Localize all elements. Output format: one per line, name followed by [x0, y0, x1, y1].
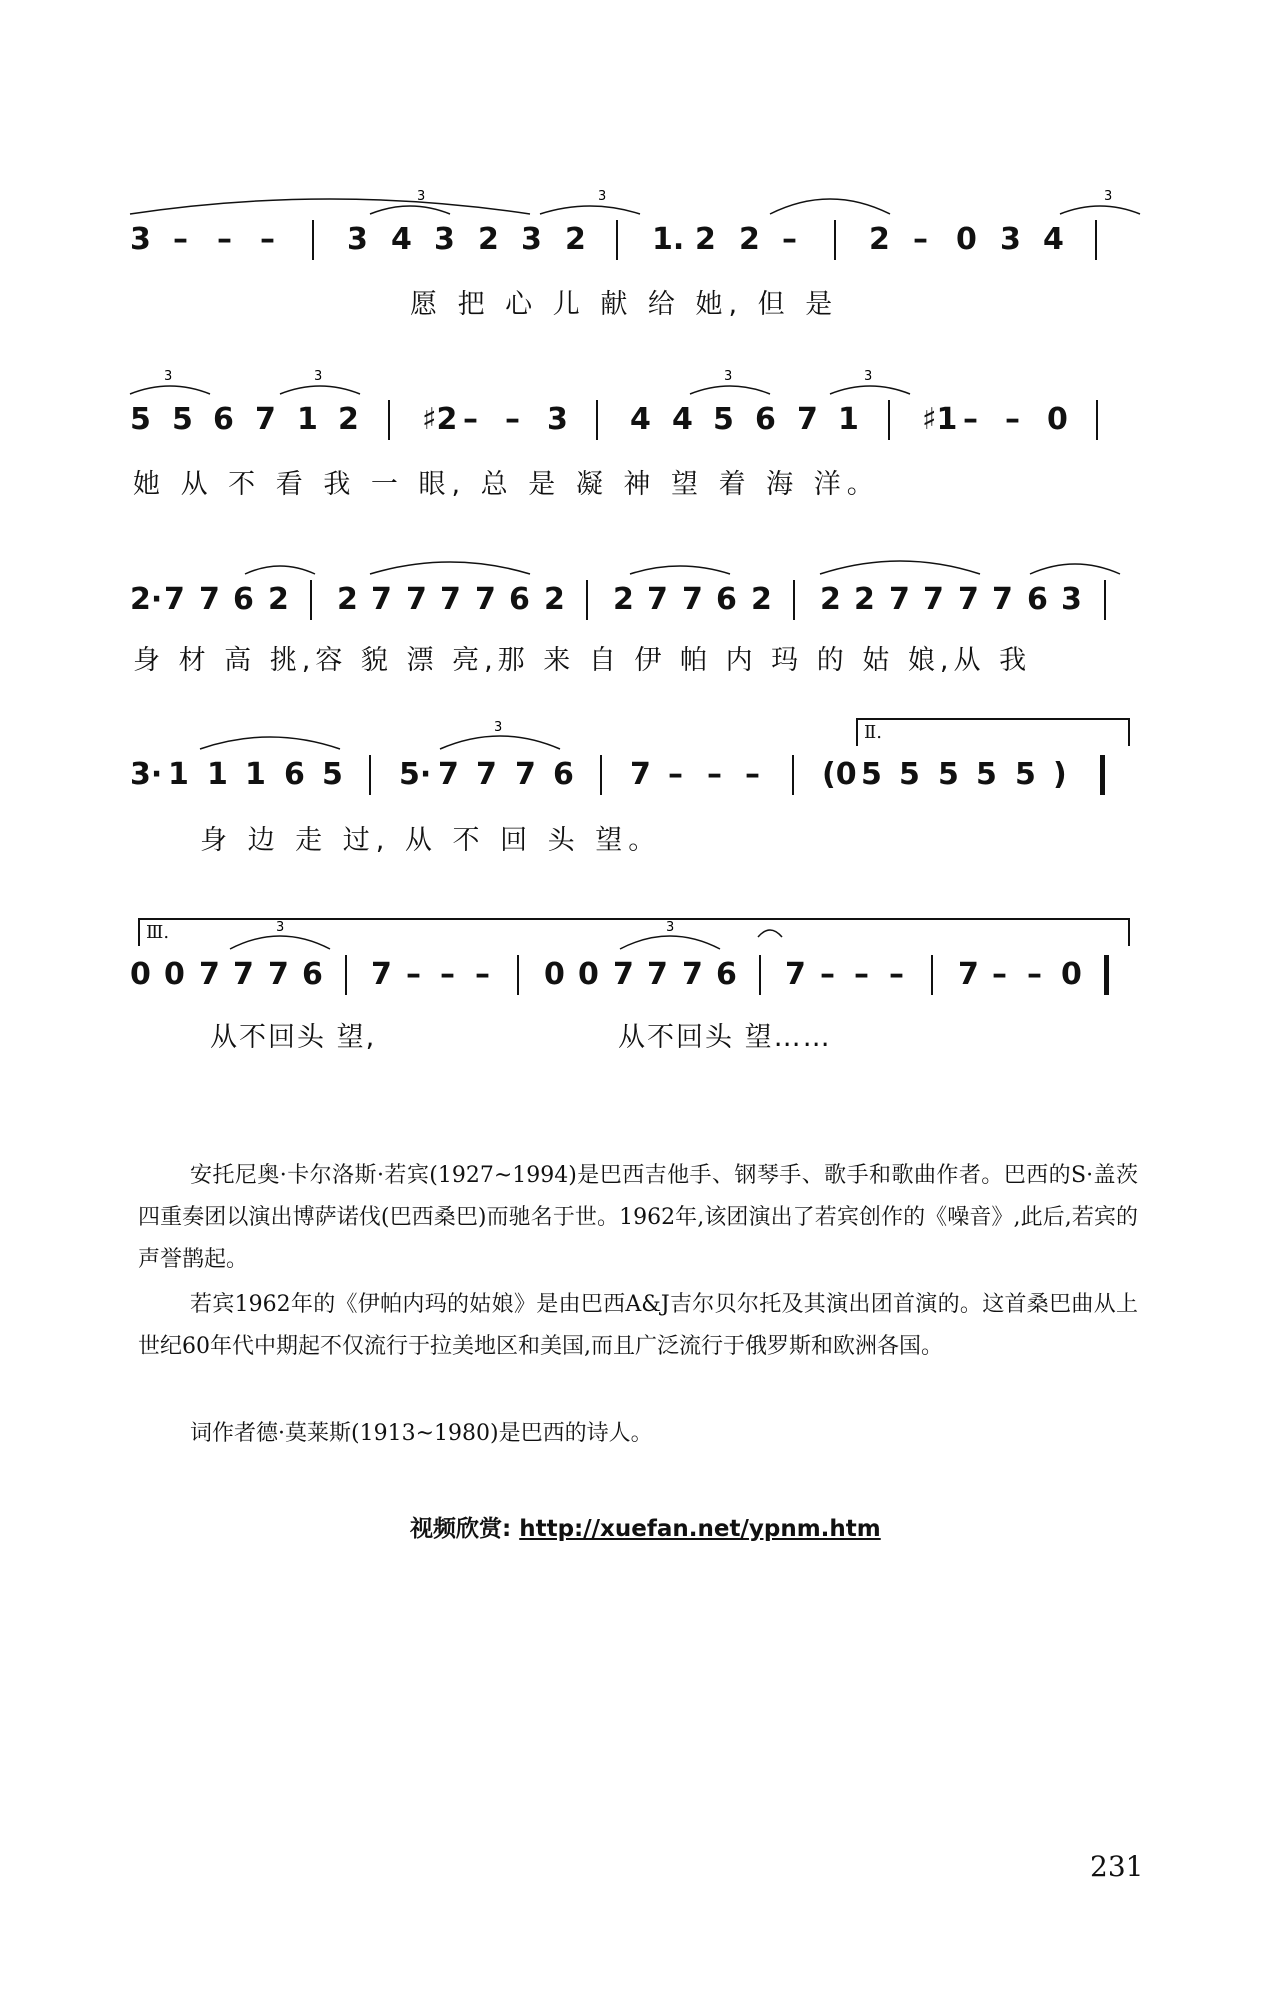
barline [1100, 755, 1105, 795]
note: – [963, 402, 978, 437]
slur-arcs [130, 544, 1140, 584]
notes-row [130, 955, 1140, 995]
lyrics-line-4: 身 边 走 过, 从 不 回 头 望。 [200, 825, 662, 856]
note: 7 [233, 957, 254, 992]
note: 2 [854, 582, 875, 617]
notes-row [130, 580, 1140, 620]
note: 3 [130, 222, 151, 257]
note: ♯2 [422, 402, 458, 437]
lyrics-line-5b: 从不回头 望…… [618, 1022, 832, 1053]
note: 6 [233, 582, 254, 617]
barline [616, 220, 618, 260]
note: 7 [889, 582, 910, 617]
note: 3 [1000, 222, 1021, 257]
paragraph-1: 安托尼奥·卡尔洛斯·若宾(1927~1994)是巴西吉他手、钢琴手、歌手和歌曲作者。巴西的S·盖茨四重奏团以演出博萨诺伐(巴西桑巴)而驰名于世。1962年,该团演出了若宾创作的《噪音》,此后,若宾的声誉鹊起。 [138, 1163, 1138, 1272]
barline [369, 755, 371, 795]
notes-row [130, 400, 1140, 440]
note: 3 [347, 222, 368, 257]
note: 6 [509, 582, 530, 617]
note: 7 [475, 582, 496, 617]
note: 4 [630, 402, 651, 437]
note: 7 [199, 957, 220, 992]
barline [312, 220, 314, 260]
note: 7 [958, 582, 979, 617]
note: (0 [822, 757, 857, 792]
note: 7 [785, 957, 806, 992]
note: 6 [302, 957, 323, 992]
volta-label: Ⅲ. [146, 922, 170, 943]
note: 7 [923, 582, 944, 617]
note: 1 [297, 402, 318, 437]
note: – [889, 957, 904, 992]
lyrics-line-3: 身 材 高 挑,容 貌 漂 亮,那 来 自 伊 帕 内 玛 的 姑 娘,从 我 [133, 645, 1032, 676]
barline [310, 580, 312, 620]
note: 6 [716, 582, 737, 617]
note: 2 [739, 222, 760, 257]
note: 6 [1027, 582, 1048, 617]
barline [596, 400, 598, 440]
note: – [173, 222, 188, 257]
note: 2 [337, 582, 358, 617]
score-line-2 [130, 369, 1140, 440]
slur-arcs [130, 919, 1140, 959]
note: 0 [578, 957, 599, 992]
note: 1 [245, 757, 266, 792]
note: 5 [172, 402, 193, 437]
barline [586, 580, 588, 620]
note: 2 [338, 402, 359, 437]
svg-text:3: 3 [276, 920, 285, 935]
note: 1 [838, 402, 859, 437]
barline [517, 955, 519, 995]
note: 2 [565, 222, 586, 257]
barline [834, 220, 836, 260]
note: 5 [713, 402, 734, 437]
note: 0 [544, 957, 565, 992]
note: – [475, 957, 490, 992]
notes-row [130, 220, 1140, 260]
note: 6 [284, 757, 305, 792]
slur-arcs [130, 719, 1140, 759]
note: 2· [130, 582, 163, 617]
note: 7 [630, 757, 651, 792]
note: 3 [1061, 582, 1082, 617]
note: 7 [958, 957, 979, 992]
video-link[interactable]: http://xuefan.net/ypnm.htm [519, 1516, 881, 1542]
barline [388, 400, 390, 440]
note: 3 [434, 222, 455, 257]
note: 1 [207, 757, 228, 792]
barline [1096, 400, 1098, 440]
note: 7 [797, 402, 818, 437]
note: ♯1 [922, 402, 958, 437]
note: – [913, 222, 928, 257]
note: 2 [695, 222, 716, 257]
note: – [440, 957, 455, 992]
barline [759, 955, 761, 995]
note: – [1005, 402, 1020, 437]
note: – [1027, 957, 1042, 992]
video-line [410, 1510, 881, 1543]
note: 5 [899, 757, 920, 792]
note: 7 [647, 957, 668, 992]
note: 7 [647, 582, 668, 617]
barline [345, 955, 347, 995]
note: – [782, 222, 797, 257]
svg-text:3: 3 [598, 189, 607, 204]
note: 2 [478, 222, 499, 257]
note: 7 [164, 582, 185, 617]
note: – [505, 402, 520, 437]
score-line-1 [130, 189, 1140, 260]
lyrics-line-5a: 从不回头 望, [210, 1022, 377, 1053]
note: 7 [255, 402, 276, 437]
notes-row [130, 755, 1140, 795]
note: – [992, 957, 1007, 992]
note: 7 [992, 582, 1013, 617]
note: 7 [476, 757, 497, 792]
note: 0 [1047, 402, 1068, 437]
barline [888, 400, 890, 440]
svg-text:3: 3 [417, 189, 426, 204]
note: 7 [406, 582, 427, 617]
svg-text:3: 3 [864, 369, 873, 384]
paragraph-3: 词作者德·莫莱斯(1913~1980)是巴西的诗人。 [190, 1421, 653, 1446]
note: 4 [391, 222, 412, 257]
note: 7 [371, 582, 392, 617]
note: 0 [164, 957, 185, 992]
paragraph-2: 若宾1962年的《伊帕内玛的姑娘》是由巴西A&J吉尔贝尔托及其演出团首演的。这首桑巴曲从上世纪60年代中期起不仅流行于拉美地区和美国,而且广泛流行于俄罗斯和欧洲各国。 [138, 1292, 1138, 1359]
svg-text:3: 3 [314, 369, 323, 384]
note: 6 [213, 402, 234, 437]
note: 7 [682, 582, 703, 617]
slur-arcs [130, 184, 1140, 224]
page-number: 231 [1090, 1850, 1144, 1883]
note: – [668, 757, 683, 792]
svg-text:3: 3 [666, 920, 675, 935]
note: 5 [130, 402, 151, 437]
note: – [745, 757, 760, 792]
note: 3 [547, 402, 568, 437]
note: 0 [130, 957, 151, 992]
note: – [463, 402, 478, 437]
svg-text:3: 3 [494, 720, 503, 735]
note: 2 [268, 582, 289, 617]
note: 2 [869, 222, 890, 257]
barline [792, 755, 794, 795]
note: 0 [1061, 957, 1082, 992]
lyrics-line-2: 她 从 不 看 我 一 眼, 总 是 凝 神 望 着 海 洋。 [133, 469, 880, 500]
svg-text:3: 3 [164, 369, 173, 384]
note: 7 [682, 957, 703, 992]
barline [1104, 955, 1109, 995]
note: 7 [268, 957, 289, 992]
note: 2 [613, 582, 634, 617]
note: 1. [652, 222, 685, 257]
slur-arcs [130, 364, 1140, 404]
video-label: 视频欣赏: [410, 1516, 512, 1542]
note: 5 [938, 757, 959, 792]
note: – [217, 222, 232, 257]
note: 7 [199, 582, 220, 617]
barline [1095, 220, 1097, 260]
score-line-3 [130, 580, 1140, 620]
note: 7 [613, 957, 634, 992]
note: – [854, 957, 869, 992]
note: 5 [976, 757, 997, 792]
barline [600, 755, 602, 795]
note: 7 [438, 757, 459, 792]
note: 7 [515, 757, 536, 792]
note: – [820, 957, 835, 992]
note: 2 [820, 582, 841, 617]
note: 6 [755, 402, 776, 437]
note: 3 [521, 222, 542, 257]
barline [793, 580, 795, 620]
note: 5 [861, 757, 882, 792]
note: 7 [440, 582, 461, 617]
note: – [406, 957, 421, 992]
note: – [707, 757, 722, 792]
note: 5· [399, 757, 432, 792]
note: 2 [751, 582, 772, 617]
note: 6 [716, 957, 737, 992]
note: – [260, 222, 275, 257]
lyrics-line-1: 愿 把 心 儿 献 给 她, 但 是 [410, 289, 839, 320]
note: 5 [322, 757, 343, 792]
note: 6 [553, 757, 574, 792]
note: 4 [672, 402, 693, 437]
note: 1 [168, 757, 189, 792]
note: ) [1053, 757, 1067, 792]
barline [931, 955, 933, 995]
volta-label: Ⅱ. [864, 722, 882, 743]
barline [1104, 580, 1106, 620]
note: 7 [371, 957, 392, 992]
note: 5 [1015, 757, 1036, 792]
note: 2 [544, 582, 565, 617]
note: 0 [956, 222, 977, 257]
note: 4 [1043, 222, 1064, 257]
note: 3· [130, 757, 163, 792]
svg-text:3: 3 [724, 369, 733, 384]
svg-text:3: 3 [1104, 189, 1113, 204]
